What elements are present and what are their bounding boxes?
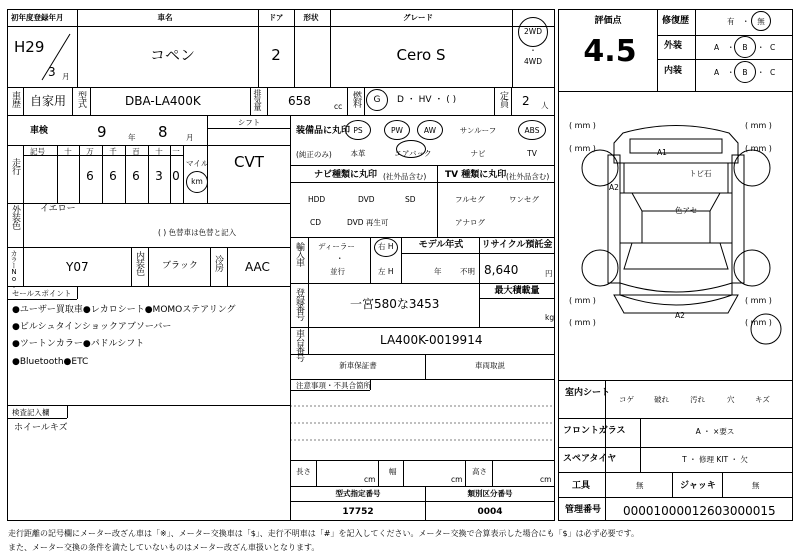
score: 4.5 <box>583 34 637 69</box>
shape-4wd: 4WD <box>524 57 542 66</box>
equip-airbag: エアバック <box>394 149 432 158</box>
equip-abs: ABS <box>524 126 540 135</box>
door-count: 2 <box>271 46 281 64</box>
capacity: 2 <box>522 94 530 108</box>
score-label: 評価点 <box>594 16 622 26</box>
first-reg-header: 初年度登録年月 <box>11 13 64 22</box>
repair-yes: 有 <box>727 17 735 26</box>
interior-label: 内装 <box>664 66 683 76</box>
car-damage-diagram <box>560 93 792 375</box>
reg-no-label: 登録番号 <box>294 288 304 320</box>
displacement-unit: cc <box>334 102 343 111</box>
color-no-label: カラーNo. <box>10 250 18 289</box>
notes-lines <box>290 390 555 460</box>
tv-sub: (社外品含む) <box>506 172 550 181</box>
diagram-note-a2-rear: A2 <box>675 311 685 320</box>
model-code: DBA-LA400K <box>125 94 201 108</box>
car-name: コペン <box>150 46 196 64</box>
shaken-label: 車検 <box>30 126 49 136</box>
interior-dot2: ・ <box>757 68 765 77</box>
digit-header-6: 一 <box>172 147 180 156</box>
navi-cd: CD <box>310 218 322 227</box>
equip-ps: PS <box>353 126 363 135</box>
exterior-dot2: ・ <box>757 43 765 52</box>
svg-text:( mm ): ( mm ) <box>569 318 596 327</box>
mile-label: マイル <box>186 159 209 168</box>
tv-label: TV 種類に丸印 <box>445 170 507 180</box>
svg-text:( mm ): ( mm ) <box>745 296 772 305</box>
max-load-label: 最大積載量 <box>494 286 540 296</box>
exterior-c: C <box>770 43 776 52</box>
exterior-color-label: 外装色 <box>10 205 20 229</box>
tools-label: 工具 <box>572 481 591 491</box>
kg-unit: kg <box>545 313 555 322</box>
jack-label: ジャッキ <box>680 481 716 491</box>
import-dot: ・ <box>336 254 344 263</box>
exterior-color: イエロー <box>40 204 76 214</box>
class-no-label: 類別区分番号 <box>467 489 513 498</box>
digit-header-1: 十 <box>64 147 72 156</box>
equipment-sub: (純正のみ) <box>296 150 332 159</box>
exterior-label: 外装 <box>664 41 683 51</box>
capacity-label: 定員 <box>498 91 508 107</box>
diagram-note-fade: 色アセ <box>675 206 698 215</box>
sales-point-4: ●Bluetooth●ETC <box>12 357 89 367</box>
svg-text:( mm ): ( mm ) <box>745 121 772 130</box>
displacement: 658 <box>288 94 311 108</box>
svg-text:( mm ): ( mm ) <box>745 318 772 327</box>
model-year-unit: 年 <box>434 267 442 276</box>
cabin-opt-hole: 穴 <box>727 395 735 404</box>
repair-label: 修復歴 <box>662 16 690 26</box>
exterior-a: A <box>714 43 720 52</box>
tv-analog: アナログ <box>455 218 485 227</box>
height-unit: cm <box>540 475 552 484</box>
recycle-fee: 8,640 <box>484 263 519 277</box>
notes-label: 注意事項・不具合箇所 <box>296 381 371 390</box>
navi-hdd: HDD <box>308 195 326 204</box>
yen-unit: 円 <box>545 269 553 278</box>
spare-value: T ・ 修理 KIT ・ 欠 <box>682 455 748 464</box>
mileage-digit-3: 6 <box>132 169 140 183</box>
reg-no: 一宮580な3453 <box>350 297 440 311</box>
cabin-opt-scratch: キズ <box>755 395 770 404</box>
cabin-label <box>565 388 610 399</box>
digit-header-2: 万 <box>86 147 94 156</box>
equip-sunroof: サンルーフ <box>459 126 497 135</box>
usage-label: 車歴 <box>10 91 20 107</box>
displacement-label: 排気量 <box>253 89 262 110</box>
repair-dot: ・ <box>742 17 750 26</box>
svg-text:( mm ): ( mm ) <box>569 121 596 130</box>
grade: Cero S <box>396 46 446 64</box>
interior-dot1: ・ <box>727 68 735 77</box>
footer-note-2: また、メーター交換の条件を満たしていないものはメーター改ざん車扱いとなります。 <box>8 543 320 552</box>
diagonal-slash <box>38 30 78 85</box>
mileage-digit-1: 6 <box>86 169 94 183</box>
reg-month: 3 <box>48 65 56 79</box>
cabin-opt-dirt: 汚れ <box>690 395 705 404</box>
jack-value: 無 <box>752 481 760 490</box>
model-year-label: モデル年式 <box>418 240 464 250</box>
repair-no: 無 <box>757 17 765 26</box>
km-unit: km <box>191 177 203 186</box>
color-change-note: ( ) 色替車は色替と記入 <box>158 228 237 237</box>
tools-value: 無 <box>636 481 644 490</box>
length-unit: cm <box>364 475 376 484</box>
cabin-label-text: 室内シート <box>565 388 611 398</box>
diagram-note-a2-left: A2 <box>609 183 619 192</box>
reg-era: H29 <box>14 38 45 56</box>
interior-a: A <box>714 68 720 77</box>
digit-header-5: 十 <box>155 147 163 156</box>
navi-sub: (社外品含む) <box>383 172 427 181</box>
spare-label: スペアタイヤ <box>563 454 617 464</box>
import-dealer: ディーラー <box>318 242 355 251</box>
diagram-note-chip: トビ石 <box>689 169 712 178</box>
equip-tv: TV <box>527 149 537 158</box>
mileage-digit-2: 6 <box>109 169 117 183</box>
digit-header-4: 百 <box>132 147 140 156</box>
interior-color: ブラック <box>162 261 198 271</box>
type-no-label: 型式指定番号 <box>335 489 381 498</box>
tv-fullseg: フルセグ <box>455 195 485 204</box>
windshield-label: フロントガラス <box>563 426 626 436</box>
kigo-label: 記号 <box>30 147 45 156</box>
grade-header: グレード <box>403 13 433 22</box>
right-hand: 右 H <box>378 242 394 251</box>
width-unit: cm <box>451 475 463 484</box>
model-year-unknown: 不明 <box>460 267 475 276</box>
sales-point-3: ●ツートンカラー●パドルシフト <box>12 339 145 349</box>
color-no: Y07 <box>66 260 89 274</box>
shaken-month: 8 <box>158 123 168 141</box>
sales-point-1: ●ユーザー買取車●レカロシート●MOMOステアリング <box>12 305 236 315</box>
class-no: 0004 <box>477 507 503 517</box>
length-label: 長さ <box>296 467 311 476</box>
fuel-options: D ・ HV ・ ( ) <box>397 95 457 105</box>
tv-oneseg: ワンセグ <box>509 195 539 204</box>
mileage-digit-4: 3 <box>155 169 163 183</box>
ac-label: 冷房 <box>213 255 223 271</box>
shaken-year-unit: 年 <box>128 133 136 142</box>
equip-navi: ナビ <box>470 149 486 158</box>
chassis-label: 車台番号 <box>294 329 304 361</box>
shift: CVT <box>234 153 264 171</box>
interior-c: C <box>770 68 776 77</box>
manual-label: 車両取説 <box>475 361 505 370</box>
navi-sd: SD <box>405 195 416 204</box>
equip-leather: 本革 <box>350 149 366 158</box>
reg-month-unit: 月 <box>62 72 70 81</box>
navi-dvd: DVD <box>358 195 375 204</box>
shaken-month-unit: 月 <box>186 133 194 142</box>
mgmt-no: 00001000012603000015 <box>623 504 776 518</box>
windshield-value: A ・ ×要ス <box>695 427 735 436</box>
svg-text:( mm ): ( mm ) <box>745 144 772 153</box>
mgmt-label: 管理番号 <box>565 505 602 515</box>
shape-header: 形状 <box>303 13 319 22</box>
import-parallel: 並行 <box>330 267 345 276</box>
svg-text:( mm ): ( mm ) <box>569 296 596 305</box>
ac: AAC <box>245 260 270 274</box>
usage: 自家用 <box>30 94 67 108</box>
shape-2wd: 2WD <box>524 27 542 36</box>
height-label: 高さ <box>472 467 487 476</box>
equip-aw: AW <box>423 126 437 135</box>
import-label: 輸入車 <box>294 242 304 266</box>
mileage-label: 走行 <box>10 158 20 174</box>
footer-note-1: 走行距離の記号欄にメーター改ざん車は「※」、メーター交換車は「$」、走行不明車は「#」を記入してください。メーター交換で合算表示した場合にも「$」は必ず必要です。 <box>8 529 639 538</box>
shape-dot: ・ <box>529 46 537 55</box>
equip-pw: PW <box>391 126 403 135</box>
equipment-label: 装備品に丸印 <box>296 126 351 136</box>
inspection-note: ホイールキズ <box>14 423 68 433</box>
exterior-b: B <box>742 43 748 52</box>
width-label: 幅 <box>389 467 397 476</box>
diagram-note-a1: A1 <box>657 148 667 157</box>
interior-b: B <box>742 68 748 77</box>
fuel-label: 燃料 <box>351 91 361 107</box>
sales-points-label: セールスポイント <box>12 289 72 298</box>
sales-point-2: ●ビルシュタインショックアブソーバー <box>12 322 172 332</box>
navi-dvd-play: DVD 再生可 <box>347 218 389 227</box>
cabin-opt-tear: 破れ <box>654 395 669 404</box>
inspection-label: 検査記入欄 <box>12 408 50 417</box>
exterior-dot1: ・ <box>727 43 735 52</box>
shift-label: シフト <box>237 118 261 127</box>
fuel-g: G <box>373 95 381 105</box>
interior-color-label: 内装色 <box>134 251 144 275</box>
shaken-year: 9 <box>97 123 107 141</box>
door-header: ドア <box>268 13 284 22</box>
car-name-header: 車名 <box>157 13 173 22</box>
recycle-label: リサイクル預託金 <box>481 240 553 250</box>
svg-text:( mm ): ( mm ) <box>569 144 596 153</box>
left-hand: 左 H <box>378 267 394 276</box>
digit-header-3: 千 <box>109 147 117 156</box>
mileage-digit-5: 0 <box>172 169 180 183</box>
capacity-unit: 人 <box>541 101 549 110</box>
navi-label: ナビ種類に丸印 <box>314 170 378 180</box>
type-no: 17752 <box>342 507 374 517</box>
chassis-no: LA400K-0019914 <box>380 333 483 347</box>
model-label: 型式 <box>76 91 86 107</box>
cabin-opt-burn: コゲ <box>619 395 634 404</box>
warranty-label: 新車保証書 <box>339 361 377 370</box>
